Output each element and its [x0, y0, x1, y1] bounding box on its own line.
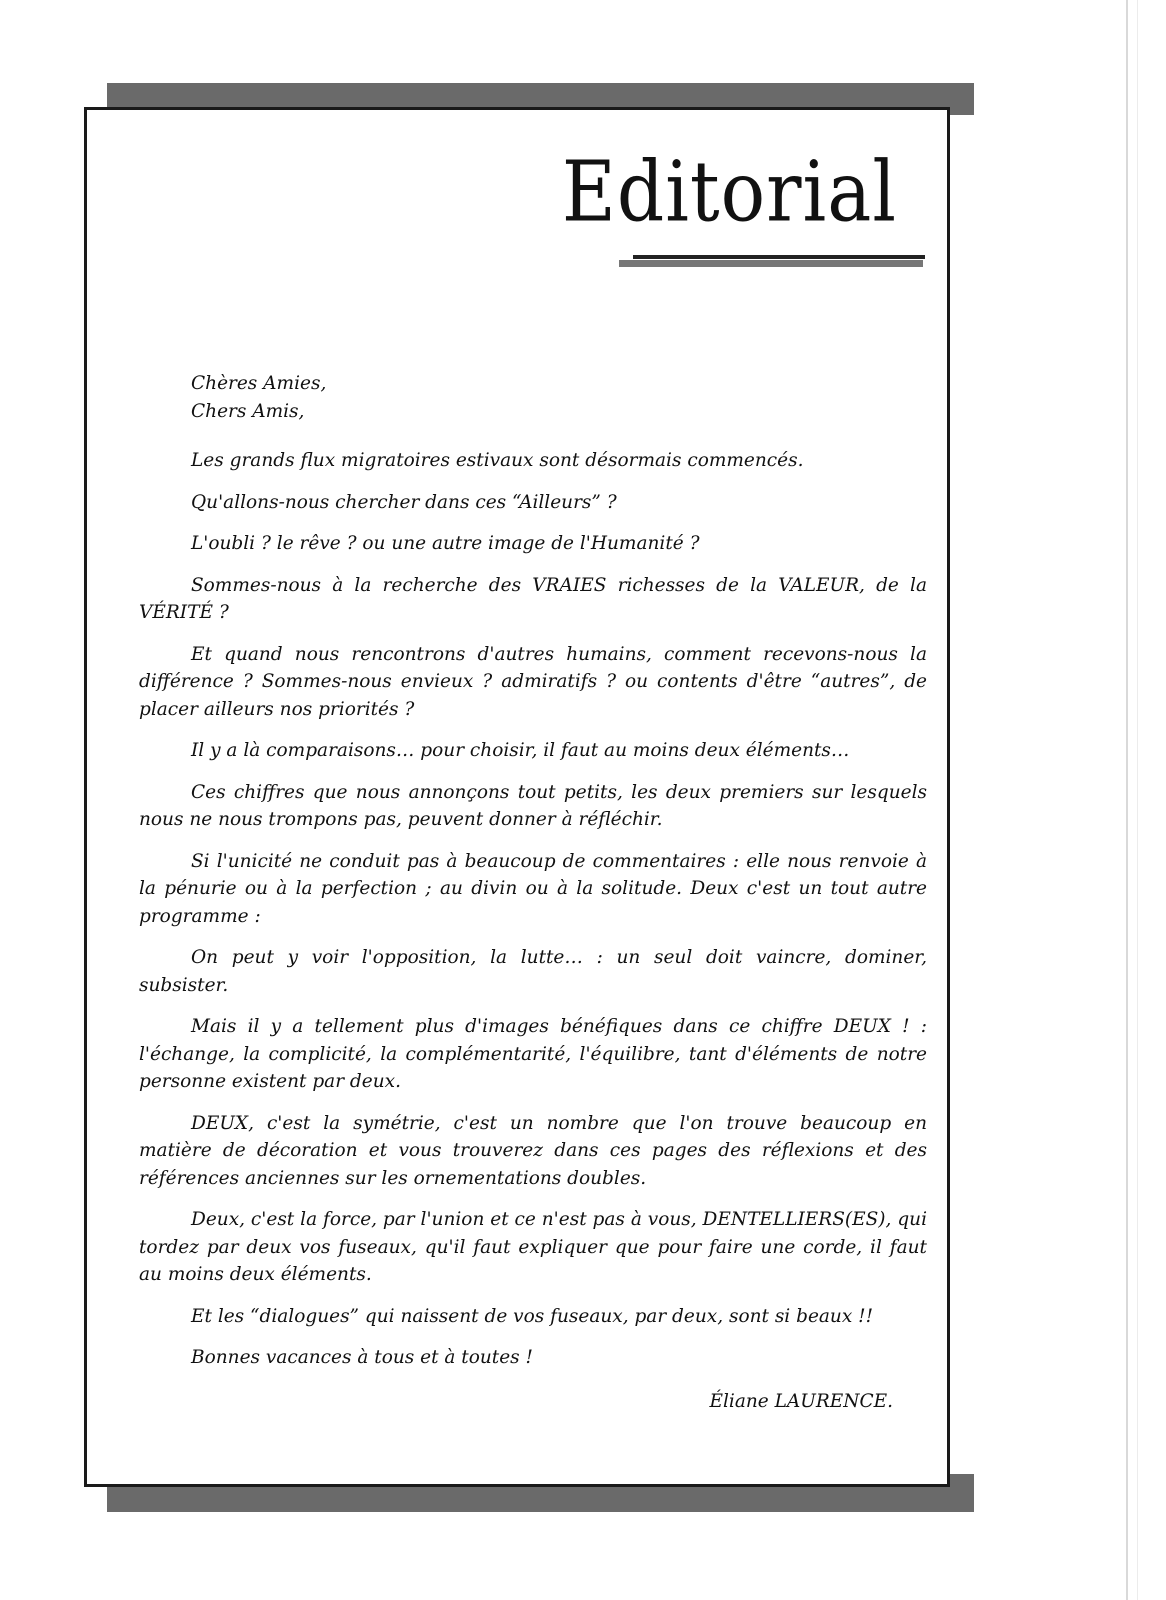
- paragraph: DEUX, c'est la symétrie, c'est un nombre que l'on trouve beaucoup en matière de décoration et vous trouverez dans ces pages des réflexions et des références anciennes sur les ornementations doubles.: [139, 1112, 927, 1189]
- salutation-line: Chères Amies,: [191, 373, 327, 394]
- salutation-line: Chers Amis,: [191, 400, 305, 422]
- paragraph: Bonnes vacances à tous et à toutes !: [191, 1347, 533, 1368]
- paragraph: Et les “dialogues” qui naissent de vos fuseaux, par deux, sont si beaux !!: [191, 1305, 874, 1327]
- letter-body: [139, 370, 927, 1415]
- page-edge: [1126, 0, 1128, 1600]
- paragraph: Deux, c'est la force, par l'union et ce n'est pas à vous, DENTELLIERS(ES), qui tordez par deux vos fuseaux, qu'il faut expliquer que pour faire une corde, il faut au moins deux éléments.: [139, 1209, 927, 1285]
- page-title: Editorial: [561, 144, 897, 241]
- paragraph: Ces chiffres que nous annonçons tout petits, les deux premiers sur lesquels nous ne nous trompons pas, peuvent donner à réfléchir.: [139, 781, 927, 830]
- paragraph: Les grands flux migratoires estivaux sont désormais commencés.: [191, 450, 804, 471]
- paragraph: On peut y voir l'opposition, la lutte… : un seul doit vaincre, dominer, subsister.: [139, 947, 927, 996]
- salutation: [139, 370, 927, 425]
- paragraph: Si l'unicité ne conduit pas à beaucoup de commentaires : elle nous renvoie à la pénurie ou à la perfection ; au divin ou à la solitude. Deux c'est un tout autre programme :: [139, 850, 927, 927]
- page-edge-line: [1137, 0, 1138, 1600]
- editorial-frame: [84, 107, 950, 1487]
- paragraph: Sommes-nous à la recherche des VRAIES richesses de la VALEUR, de la VÉRITÉ ?: [139, 574, 927, 623]
- paragraph: Et quand nous rencontrons d'autres humains, comment recevons-nous la différence ? Sommes-nous envieux ? admiratifs ? ou contents d'être “autres”, de placer ailleurs nos priorités ?: [139, 643, 927, 720]
- title-underline-shadow: [619, 260, 923, 267]
- title-underline: [633, 255, 925, 259]
- paragraph: Il y a là comparaisons… pour choisir, il faut au moins deux éléments…: [191, 740, 850, 761]
- paragraph: L'oubli ? le rêve ? ou une autre image de l'Humanité ?: [191, 533, 700, 554]
- signature: Éliane LAURENCE.: [709, 1390, 893, 1412]
- paragraph: Mais il y a tellement plus d'images bénéfiques dans ce chiffre DEUX ! : l'échange, la complicité, la complémentarité, l'équilibre, tant d'éléments de notre personne existent par deux.: [139, 1016, 927, 1092]
- paragraph: Qu'allons-nous chercher dans ces “Ailleurs” ?: [191, 491, 617, 513]
